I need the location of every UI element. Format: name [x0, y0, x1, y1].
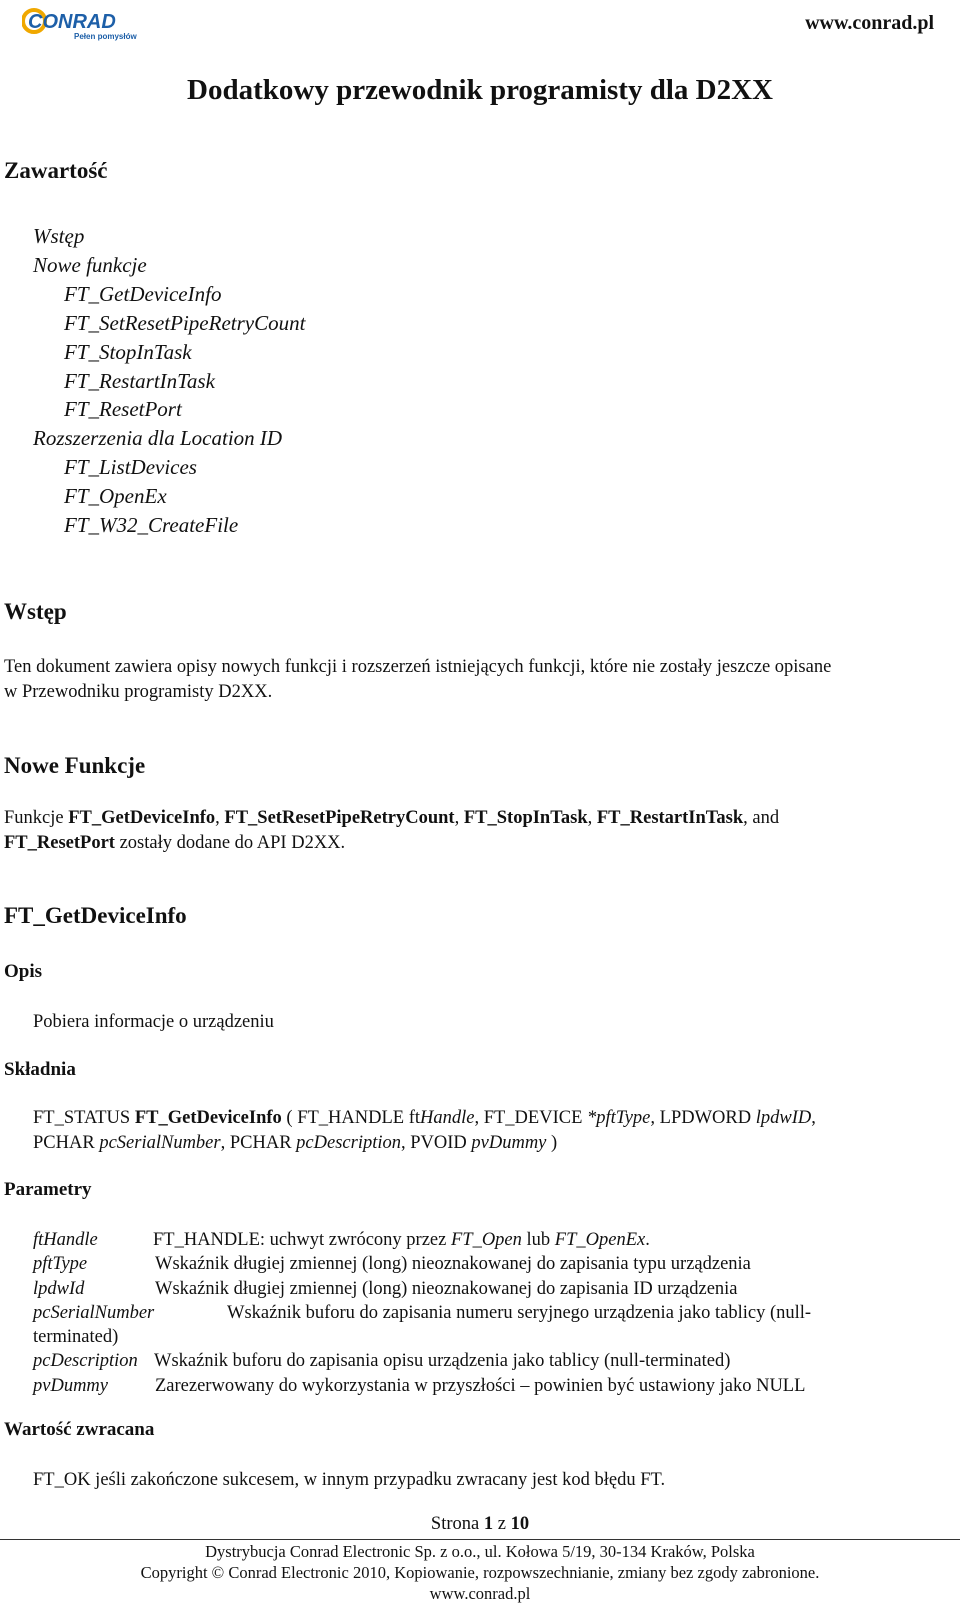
toc-item[interactable]: Wstęp — [33, 224, 85, 248]
text: LPDWORD — [655, 1108, 756, 1128]
syntax-block — [33, 1106, 816, 1155]
param-name: pftType — [33, 1254, 88, 1275]
function-heading: FT_GetDeviceInfo — [4, 903, 187, 928]
return-value-heading: Wartość zwracana — [4, 1419, 155, 1440]
text: , PVOID — [400, 1132, 472, 1153]
footer-line: Copyright © Conrad Electronic 2010, Kopiowanie, rozpowszechnianie, zmiany bez zgody zabronione. — [140, 1563, 820, 1582]
text: FT_Open — [450, 1230, 522, 1250]
site-url[interactable]: www.conrad.pl — [805, 12, 934, 34]
footer-url[interactable]: www.conrad.pl — [429, 1584, 531, 1603]
text: PCHAR — [33, 1132, 100, 1153]
text: Strona — [430, 1514, 484, 1534]
document-title: Dodatkowy przewodnik programisty dla D2XX — [187, 74, 773, 106]
text: Funkcje — [4, 808, 69, 828]
function-name: FT_SetResetPipeRetryCount — [224, 808, 455, 828]
intro-paragraph — [4, 655, 831, 704]
text: FT_STATUS — [33, 1108, 135, 1128]
function-name: FT_ResetPort — [4, 832, 115, 853]
intro-line: w Przewodniku programisty D2XX. — [4, 681, 273, 702]
text: FT_HANDLE: uchwyt zwrócony przez — [153, 1230, 451, 1250]
text: . — [645, 1230, 650, 1250]
toc-item[interactable]: FT_StopInTask — [64, 339, 192, 364]
text: , — [811, 1108, 816, 1128]
new-functions-heading: Nowe Funkcje — [4, 753, 146, 778]
toc-heading: Zawartość — [4, 158, 108, 183]
param: pcDescription — [296, 1132, 401, 1153]
param-desc: Wskaźnik buforu do zapisania numeru seryjnego urządzenia jako tablicy (null- — [227, 1302, 812, 1323]
param: lpdwID — [755, 1108, 812, 1128]
text: lub — [521, 1230, 555, 1250]
function-name: FT_StopInTask — [463, 808, 588, 828]
syntax-heading: Składnia — [4, 1059, 76, 1080]
toc-item[interactable]: FT_SetResetPipeRetryCount — [64, 310, 306, 335]
function-name: FT_RestartInTask — [596, 808, 744, 828]
toc-item[interactable]: FT_ListDevices — [64, 455, 197, 480]
param-name: pvDummy — [33, 1375, 109, 1396]
conrad-logo-graphic — [22, 6, 140, 42]
param-desc: Wskaźnik długiej zmiennej (long) nieoznakowanej do zapisania typu urządzenia — [155, 1254, 751, 1275]
intro-heading: Wstęp — [4, 599, 67, 624]
text: FT_OpenEx — [554, 1230, 646, 1250]
toc-item[interactable]: Rozszerzenia dla Location ID — [33, 426, 283, 451]
text: , — [215, 808, 225, 828]
text: zostały dodane do API D2XX. — [114, 832, 346, 853]
text: , — [587, 808, 597, 828]
param-name: ftHandle — [33, 1230, 98, 1250]
parameters-heading: Parametry — [4, 1179, 92, 1200]
return-value-text: FT_OK jeśli zakończone sukcesem, w innym przypadku zwracany jest kod błędu FT. — [33, 1470, 666, 1490]
param: pcSerialNumber — [99, 1132, 221, 1153]
intro-line: Ten dokument zawiera opisy nowych funkcji i rozszerzeń istniejących funkcji, które nie zostały jeszcze opisane — [4, 657, 832, 677]
page-number — [0, 1514, 960, 1535]
param: Handle — [420, 1108, 475, 1128]
text: ) — [546, 1132, 558, 1153]
param-name: lpdwId — [33, 1278, 85, 1299]
toc-item[interactable]: Nowe funkcje — [33, 252, 147, 277]
param: *pftType, — [587, 1108, 656, 1128]
text: z — [493, 1514, 511, 1534]
param-desc: Wskaźnik buforu do zapisania opisu urządzenia jako tablicy (null-terminated) — [154, 1351, 731, 1372]
param-name: pcDescription — [33, 1351, 138, 1372]
logo-text: CONRAD — [28, 11, 116, 33]
text: , and — [743, 808, 780, 828]
function-name: FT_GetDeviceInfo — [68, 808, 216, 828]
logo-tagline: Pełen pomysłów — [74, 32, 137, 41]
new-functions-paragraph — [4, 806, 779, 855]
toc-item[interactable]: FT_W32_CreateFile — [64, 513, 239, 538]
footer-line: Dystrybucja Conrad Electronic Sp. z o.o., ul. Kołowa 5/19, 30-134 Kraków, Polska — [205, 1542, 755, 1561]
toc-item[interactable]: FT_GetDeviceInfo — [64, 281, 222, 306]
toc-item[interactable]: FT_ResetPort — [64, 397, 182, 422]
text: ( FT_HANDLE ft — [281, 1108, 420, 1128]
param: pvDummy — [471, 1132, 547, 1153]
text: , PCHAR — [220, 1132, 297, 1153]
function-name: FT_GetDeviceInfo — [134, 1108, 282, 1128]
page-total: 10 — [510, 1514, 530, 1534]
param-name: pcSerialNumber — [33, 1302, 155, 1323]
conrad-logo — [22, 6, 140, 42]
page-current: 1 — [483, 1514, 494, 1534]
toc-item[interactable]: FT_OpenEx — [64, 484, 167, 509]
description-heading: Opis — [4, 961, 43, 982]
param-desc: Wskaźnik długiej zmiennej (long) nieoznakowanej do zapisania ID urządzenia — [155, 1278, 738, 1299]
toc-item[interactable]: FT_RestartInTask — [64, 368, 215, 393]
param-desc-continued: terminated) — [33, 1327, 119, 1348]
param-desc — [153, 1228, 650, 1252]
text: , FT_DEVICE — [474, 1108, 588, 1128]
description-text: Pobiera informacje o urządzeniu — [33, 1012, 274, 1032]
table-of-contents — [33, 222, 305, 540]
text: , — [454, 808, 464, 828]
param-desc: Zarezerwowany do wykorzystania w przyszłości – powinien być ustawiony jako NULL — [155, 1375, 806, 1396]
footer-divider — [0, 1539, 960, 1540]
